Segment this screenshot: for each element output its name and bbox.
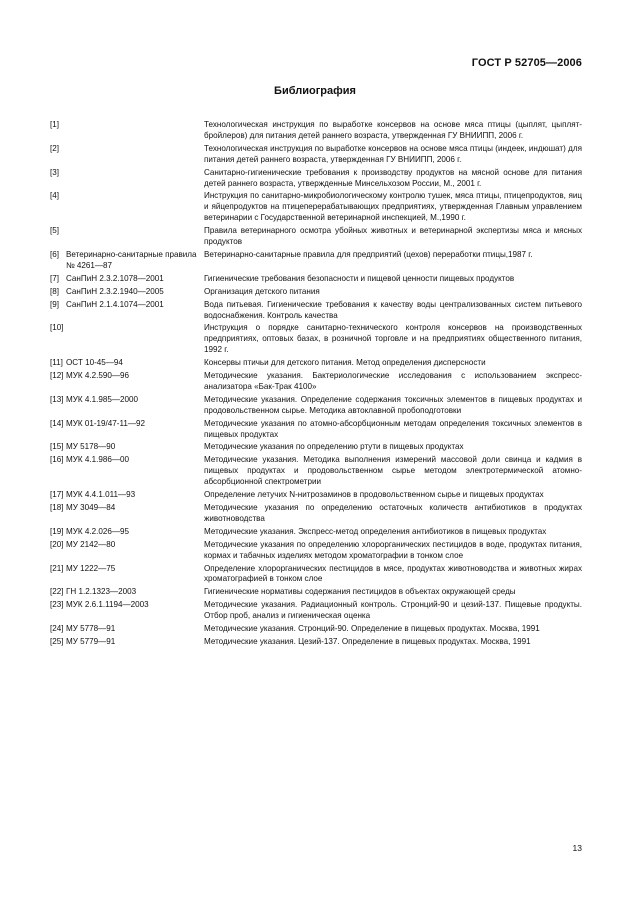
entry-number: [25] — [50, 636, 64, 646]
entry-description: Вода питьевая. Гигиенические требования к качеству воды централизованных систем питьевого водоснабжения. Контроль качества — [204, 299, 582, 320]
entry-reference-code: СанПиН 2.3.2.1078—2001 — [66, 273, 164, 283]
bibliography-entry — [50, 419, 582, 441]
entry-reference-code: СанПиН 2.1.4.1074—2001 — [66, 299, 164, 309]
entry-number: [5] — [50, 226, 59, 236]
entry-description: Методические указания по определению хлорорганических пестицидов в воде, продуктах питания, кормах и табачных изделиях методом хроматографии в тонком слое — [204, 539, 582, 560]
entry-reference-code: МУ 5778—91 — [66, 624, 116, 634]
entry-description: Определение летучих N-нитрозаминов в продовольственном сырье и пищевых продуктах — [204, 490, 544, 500]
entry-description: Консервы птичьи для детского питания. Метод определения дисперсности — [204, 358, 486, 368]
bibliography-entry — [50, 323, 582, 356]
entry-reference-code: ГН 1.2.1323—2003 — [66, 587, 137, 597]
entry-number: [6] — [50, 249, 59, 259]
entry-number: [21] — [50, 563, 64, 573]
entry-reference-code: МУК 2.6.1.1194—2003 — [66, 600, 149, 610]
entry-reference-code: МУК 01-19/47-11—92 — [66, 418, 145, 428]
entry-number: [13] — [50, 394, 64, 404]
entry-description: Методические указания по определению ртути в пищевых продуктах — [204, 442, 464, 452]
document-header-standard: ГОСТ Р 52705—2006 — [471, 57, 582, 69]
entry-number: [20] — [50, 539, 64, 549]
bibliography-entry — [50, 455, 582, 488]
entry-number: [9] — [50, 299, 59, 309]
bibliography-entry — [50, 168, 582, 190]
entry-reference-code — [66, 144, 204, 166]
entry-number: [11] — [50, 358, 63, 368]
entry-description: Методические указания по определению остаточных количеств антибиотиков в продуктах животноводства — [204, 503, 582, 523]
bibliography-entry — [50, 442, 582, 453]
bibliography-entry — [50, 587, 582, 598]
entry-number: [12] — [50, 371, 64, 381]
bibliography-entry — [50, 395, 582, 417]
entry-reference-code: МУ 5178—90 — [66, 442, 116, 452]
bibliography-entry — [50, 191, 582, 224]
bibliography-entry — [50, 358, 582, 369]
bibliography-entry — [50, 274, 582, 285]
entry-number: [4] — [50, 191, 59, 201]
entry-description: Технологическая инструкция по выработке консервов на основе мяса птицы (индеек, индюшат) для питания детей раннего возраста, утвержденная ГУ ВНИИПП, 2006 г. — [204, 143, 582, 164]
entry-description: Гигиенические требования безопасности и пищевой ценности пищевых продуктов — [204, 273, 515, 283]
bibliography-entry — [50, 226, 582, 248]
entry-description: Определение хлорорганических пестицидов в мясе, продуктах животноводства и животных жирах хроматографией в тонком слое — [204, 563, 582, 584]
entry-reference-code — [66, 191, 204, 224]
bibliography-entry — [50, 540, 582, 562]
entry-number: [10] — [50, 323, 64, 333]
bibliography-entry — [50, 600, 582, 622]
entry-description: Методические указания. Определение содержания токсичных элементов в пищевых продуктах и продовольственном сырье. Методика автоклавной пробоподготовки — [204, 394, 582, 415]
entry-number: [14] — [50, 418, 64, 428]
entry-reference-code: МУК 4.4.1.011—93 — [66, 490, 136, 500]
entry-reference-code: МУК 4.1.985—2000 — [66, 394, 138, 404]
entry-reference-code — [66, 323, 204, 356]
entry-number: [3] — [50, 167, 59, 177]
entry-description: Методические указания. Стронций-90. Определение в пищевых продуктах. Москва, 1991 — [204, 624, 540, 634]
entry-reference-code — [66, 120, 204, 142]
entry-description: Санитарно-гигиенические требования к производству продуктов на мясной основе для питания детей раннего возраста, утвержденные Минсельхозом России, М., 2001 г. — [204, 167, 582, 188]
entry-reference-code: МУК 4.2.590—96 — [66, 371, 129, 381]
bibliography-entry — [50, 527, 582, 538]
entry-description: Методические указания. Методика выполнения измерений массовой доли свинца и кадмия в пищевых продуктах и продовольственном сырье методом электротермической атомно-абсорбционной спектрометрии — [204, 455, 582, 487]
entry-description: Инструкция по санитарно-микробиологическому контролю тушек, мяса птицы, птицепродуктов, яиц и яйцепродуктов на птицеперерабатывающих предприятиях, утвержденная Главным управлением ветеринарии с Государственной ветеринарной инспекцией, М.,1990 г. — [204, 191, 582, 223]
entry-reference-code: МУ 1222—75 — [66, 563, 116, 573]
entry-description: Методические указания. Радиационный контроль. Стронций-90 и цезий-137. Пищевые продукты. Отбор проб, анализ и гигиеническая оценка — [204, 600, 582, 621]
bibliography-entry — [50, 300, 582, 322]
entry-description: Гигиенические нормативы содержания пестицидов в объектах окружающей среды — [204, 587, 516, 597]
entry-description: Ветеринарно-санитарные правила для предприятий (цехов) переработки птицы,1987 г. — [204, 249, 533, 259]
entry-reference-code: МУК 4.1.986—00 — [66, 455, 129, 465]
page-number: 13 — [572, 843, 582, 853]
entry-description: Методические указания. Цезий-137. Определение в пищевых продуктах. Москва, 1991 — [204, 636, 531, 646]
bibliography-entry — [50, 490, 582, 501]
bibliography-entry — [50, 564, 582, 586]
entry-description: Методические указания. Экспресс-метод определения антибиотиков в пищевых продуктах — [204, 526, 547, 536]
entry-number: [24] — [50, 624, 64, 634]
bibliography-entry — [50, 287, 582, 298]
entry-reference-code — [66, 226, 204, 248]
entry-reference-code: МУ 2142—80 — [66, 539, 116, 549]
entry-description: Инструкция о порядке санитарно-технического контроля консервов на производственных предприятиях, оптовых базах, в розничной торговле и на предприятиях общественного питания, 1992 г. — [204, 323, 582, 355]
bibliography-entry — [50, 624, 582, 635]
entry-description: Правила ветеринарного осмотра убойных животных и ветеринарной экспертизы мяса и мясных продуктов — [204, 226, 582, 247]
bibliography-list — [50, 120, 582, 650]
entry-number: [1] — [50, 120, 59, 129]
entry-number: [8] — [50, 286, 59, 296]
entry-description: Методические указания по атомно-абсорбционным методам определения токсичных элементов в пищевых продуктах — [204, 418, 582, 439]
entry-description: Технологическая инструкция по выработке консервов на основе мяса птицы (цыплят, цыплят-бройлеров) для питания детей раннего возраста, утвержденная ГУ ВНИИПП, 2006 г. — [204, 120, 582, 140]
entry-reference-code: Ветеринарно-санитарные правила № 4261—87 — [66, 249, 197, 270]
entry-description: Методические указания. Бактериологические исследования с использованием экспресс-анализатора «Бак-Трак 4100» — [204, 371, 582, 391]
entry-reference-code: МУ 3049—84 — [66, 503, 116, 512]
section-title: Библиография — [274, 85, 356, 97]
entry-description: Организация детского питания — [204, 286, 320, 296]
entry-number: [22] — [50, 587, 64, 597]
entry-number: [16] — [50, 455, 64, 465]
bibliography-entry — [50, 120, 582, 142]
entry-number: [7] — [50, 273, 59, 283]
entry-number: [18] — [50, 503, 64, 512]
entry-number: [19] — [50, 526, 64, 536]
entry-reference-code: МУ 5779—91 — [66, 636, 116, 646]
entry-reference-code — [66, 168, 204, 190]
bibliography-entry — [50, 250, 582, 272]
bibliography-entry — [50, 144, 582, 166]
entry-number: [23] — [50, 600, 64, 610]
bibliography-entry — [50, 503, 582, 525]
entry-number: [2] — [50, 143, 59, 153]
entry-reference-code: МУК 4.2.026—95 — [66, 526, 129, 536]
entry-number: [15] — [50, 442, 64, 452]
bibliography-entry — [50, 637, 582, 648]
entry-reference-code: ОСТ 10-45—94 — [66, 358, 123, 368]
bibliography-entry — [50, 371, 582, 393]
entry-number: [17] — [50, 490, 64, 500]
entry-reference-code: СанПиН 2.3.2.1940—2005 — [66, 286, 164, 296]
